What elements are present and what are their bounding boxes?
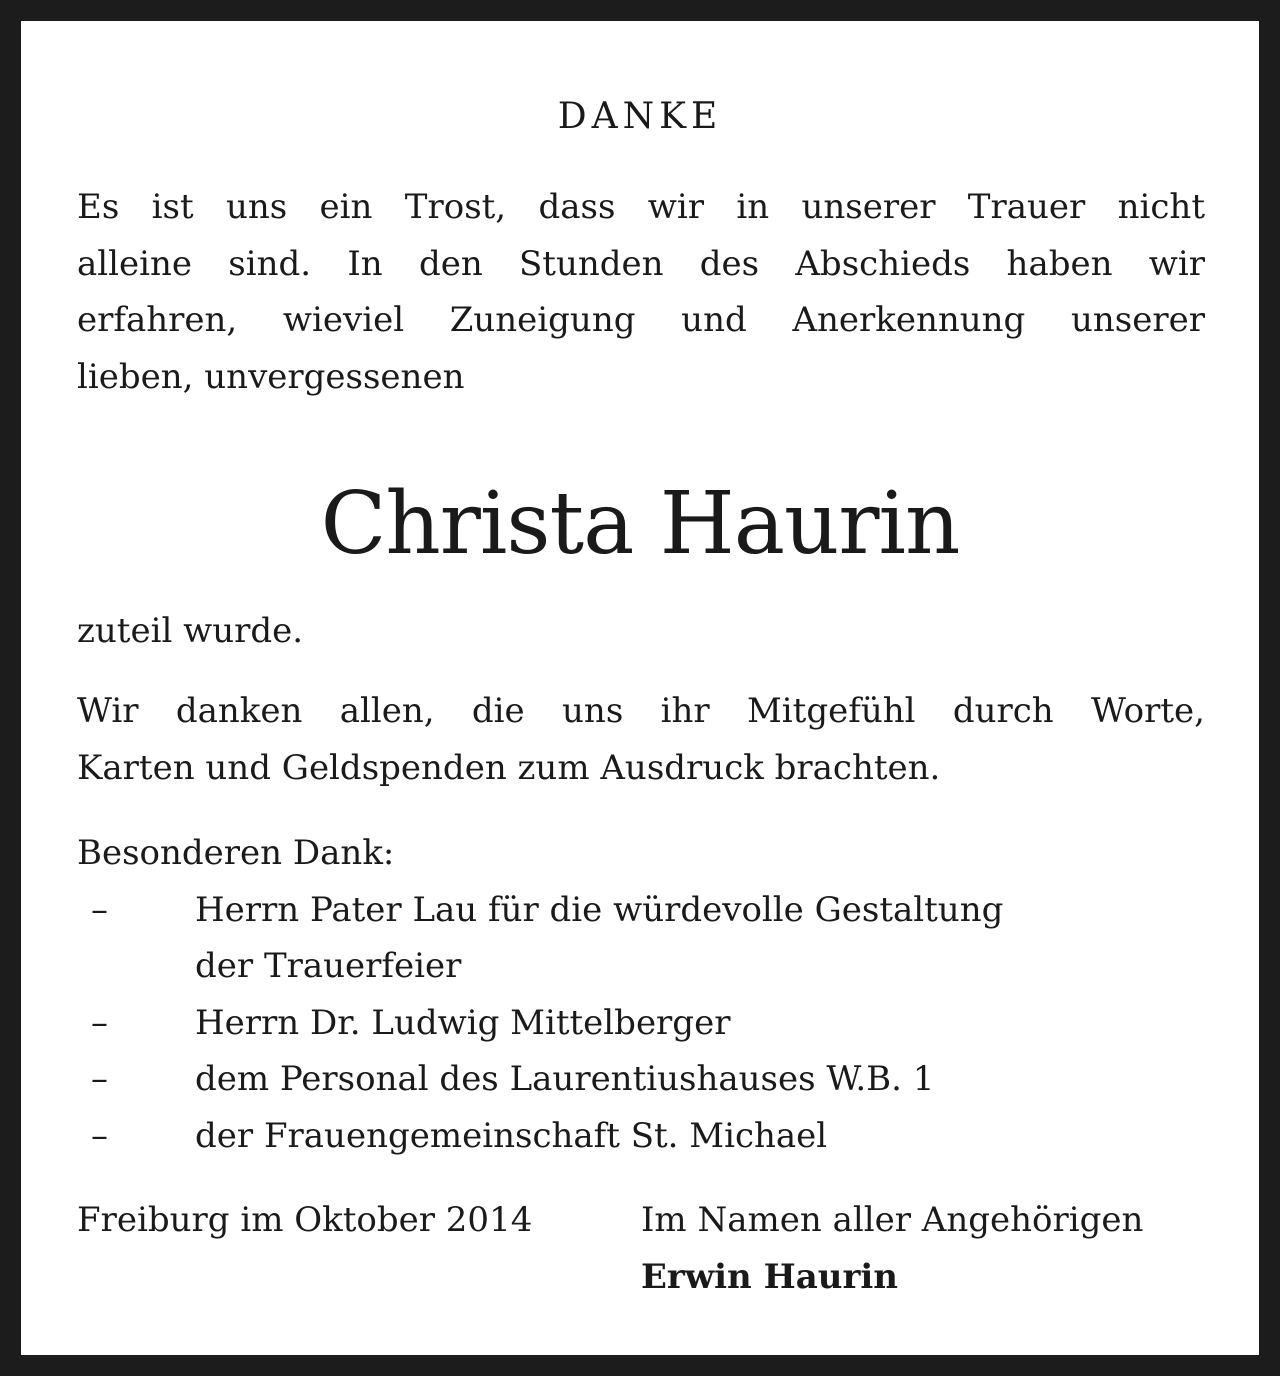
on-behalf-text: Im Namen aller Angehörigen — [641, 1200, 1144, 1240]
obituary-card — [21, 21, 1259, 1355]
dash-bullet: – — [91, 1003, 108, 1043]
intro-line: Es ist uns ein Trost, dass wir in unserer Trauer nicht — [77, 187, 1205, 227]
special-thanks-item-text: dem Personal des Laurentiushauses W.B. 1 — [195, 1059, 935, 1099]
after-name-line: zuteil wurde. — [77, 611, 304, 651]
thanks-line: Wir danken allen, die uns ihr Mitgefühl durch Worte, — [77, 691, 1205, 731]
special-thanks-item-text: Herrn Dr. Ludwig Mittelberger — [195, 1003, 731, 1043]
special-thanks-item-text: der Trauerfeier — [195, 946, 462, 986]
thanks-line: Karten und Geldspenden zum Ausdruck brachten. — [77, 747, 941, 788]
intro-line: erfahren, wieviel Zuneigung und Anerkennung unserer — [77, 300, 1205, 340]
special-thanks-item-text: der Frauengemeinschaft St. Michael — [195, 1116, 828, 1156]
special-thanks-item-text: Herrn Pater Lau für die würdevolle Gestaltung — [195, 890, 1004, 930]
after-name-text — [77, 603, 1205, 660]
deceased-name: Christa Haurin — [320, 474, 960, 574]
place-date: Freiburg im Oktober 2014 — [77, 1200, 533, 1240]
signer-name: Erwin Haurin — [641, 1256, 898, 1297]
intro-paragraph — [77, 179, 1205, 405]
intro-line: lieben, unvergessenen — [77, 356, 465, 397]
signature-block — [641, 1192, 1205, 1305]
dash-bullet: – — [91, 1116, 108, 1156]
dash-bullet: – — [91, 1059, 108, 1099]
intro-line: alleine sind. In den Stunden des Abschieds haben wir — [77, 243, 1205, 284]
thanks-paragraph — [77, 683, 1205, 796]
heading: DANKE — [557, 96, 723, 137]
dash-bullet: – — [91, 890, 108, 930]
special-thanks-label: Besonderen Dank: — [77, 833, 395, 873]
